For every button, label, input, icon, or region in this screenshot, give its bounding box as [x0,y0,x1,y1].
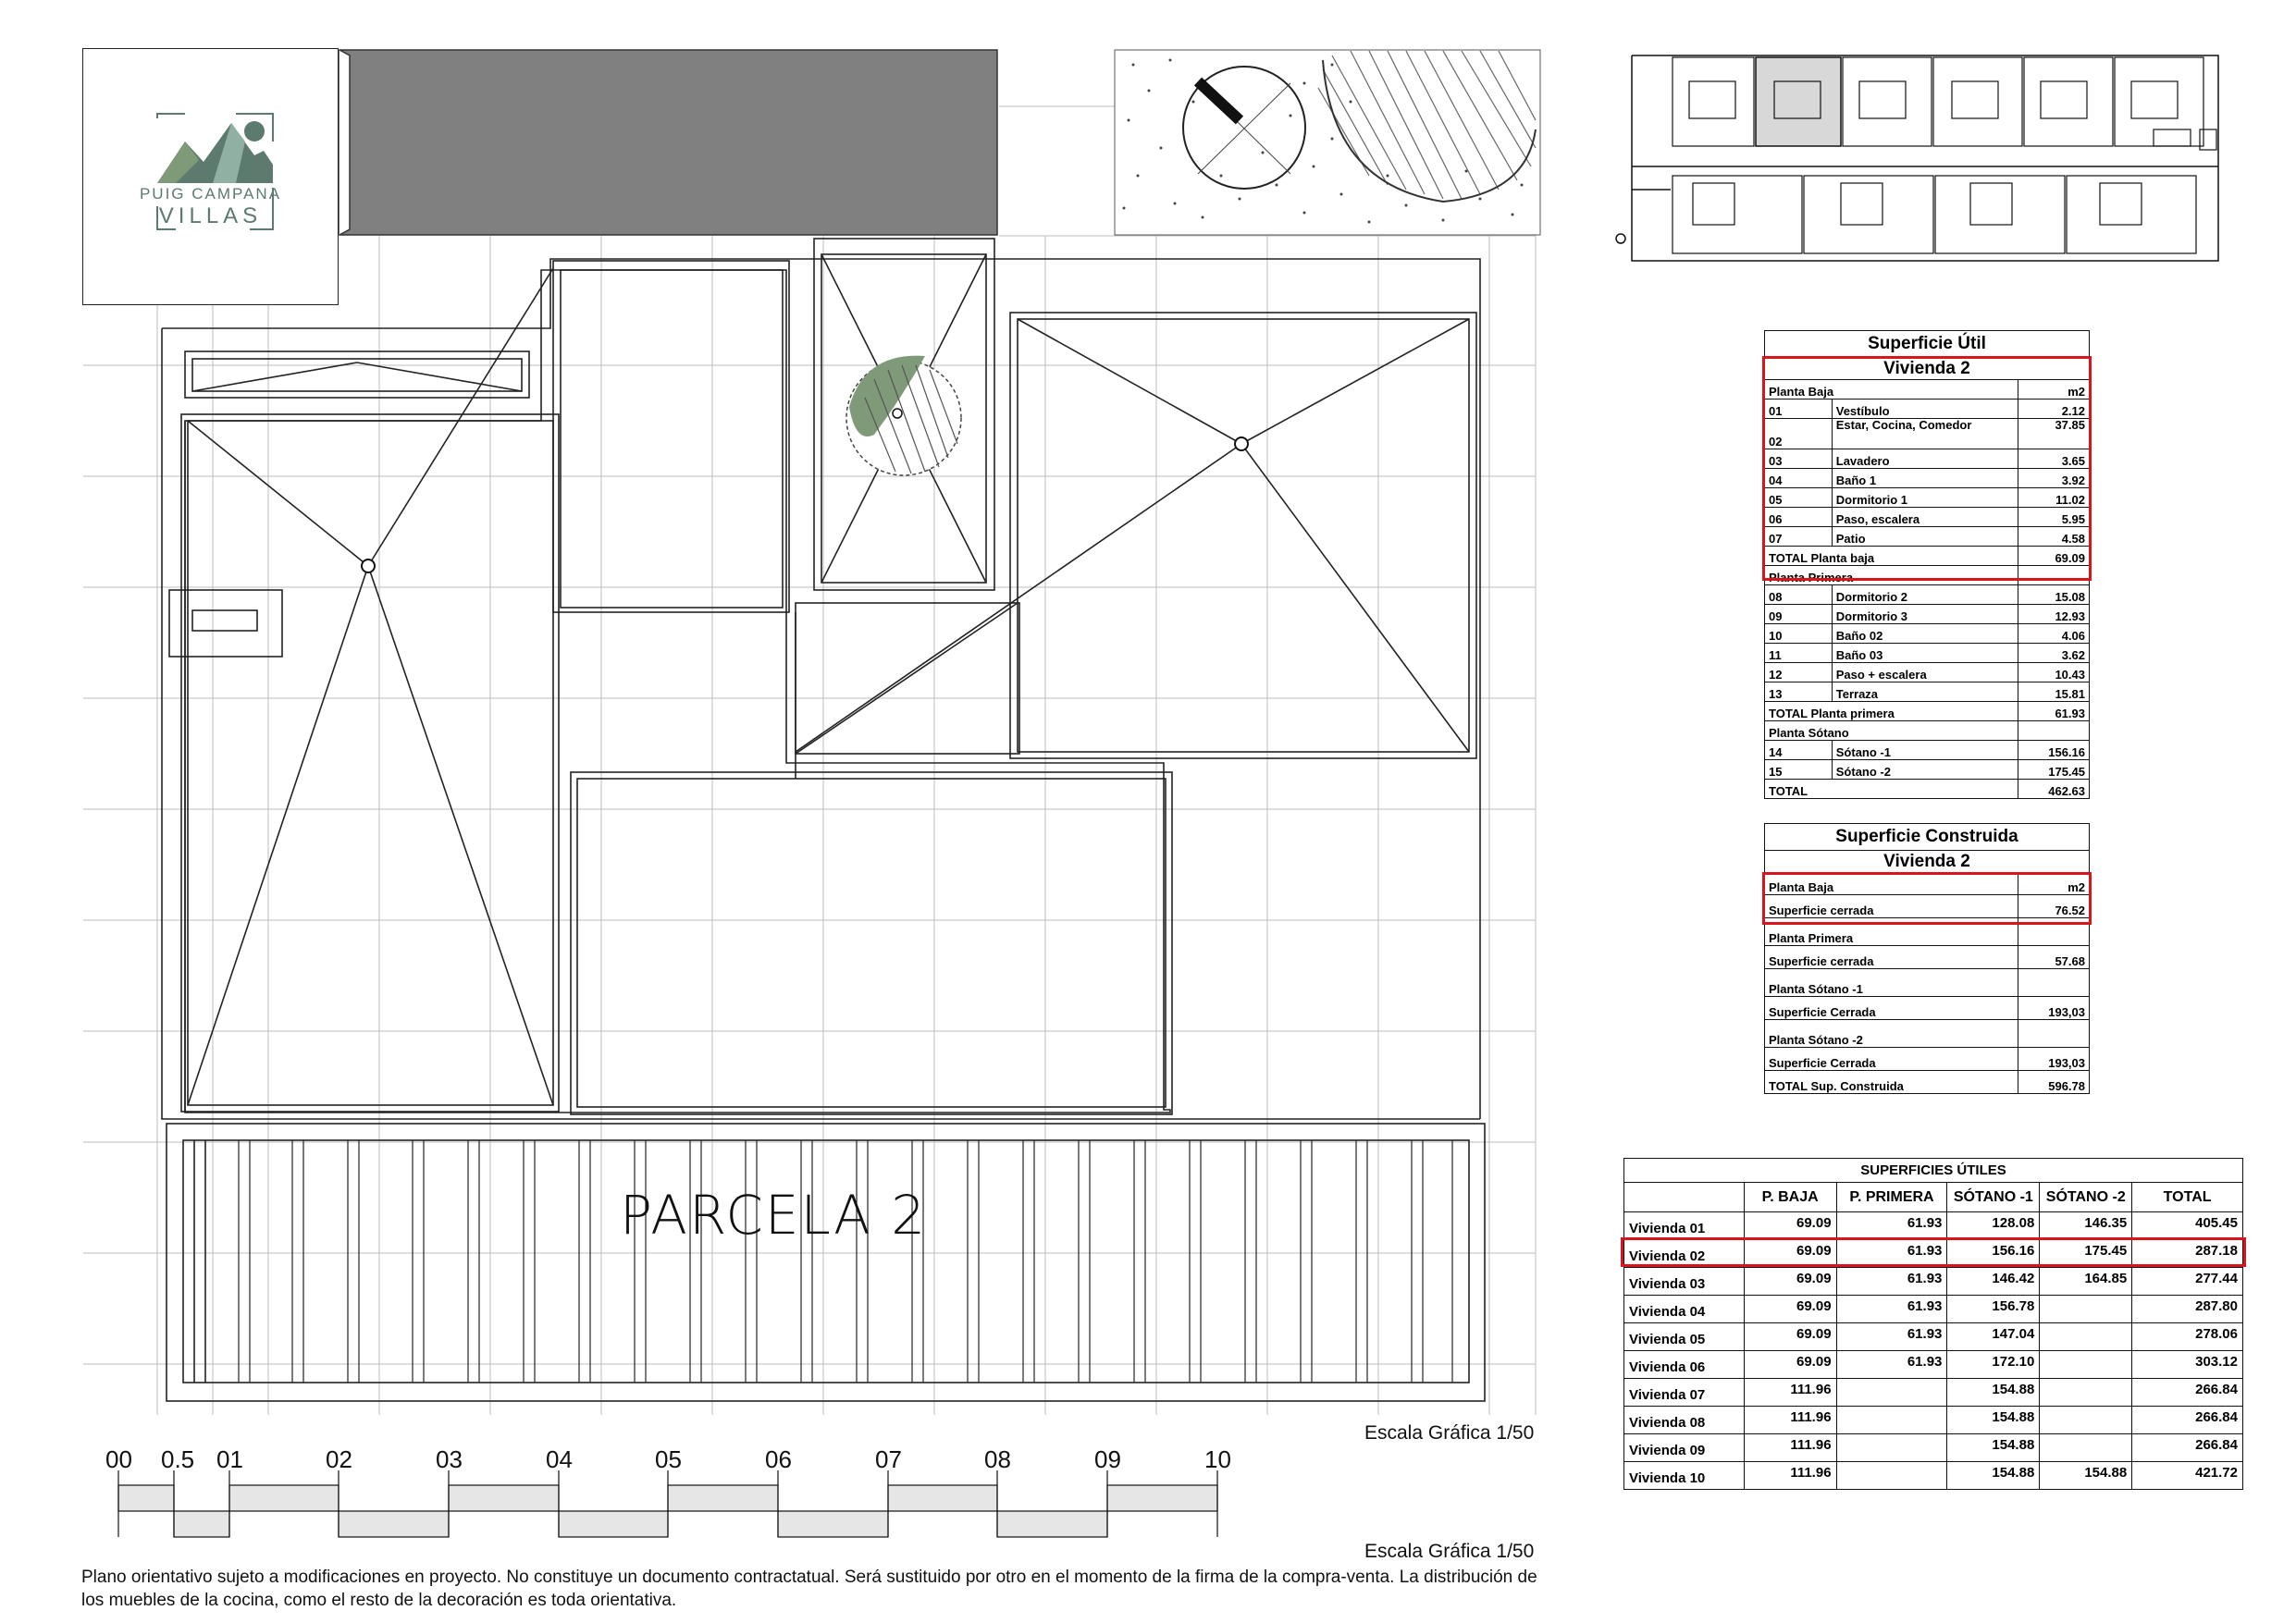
mountain-logo-icon [83,49,339,306]
room-area: 3.62 [2018,644,2090,663]
area-value [1836,1379,1947,1407]
pergola-slats [239,1140,1452,1383]
empty-cell [2018,1020,2090,1048]
vivienda-row [1624,1323,2243,1351]
room-area: 175.45 [2018,760,2090,780]
area-value: 287.80 [2132,1296,2243,1323]
brand-name-top: PUIG CAMPANA [139,185,282,203]
total-label: TOTAL Planta baja [1765,547,2018,566]
vivienda-name: Vivienda 07 [1624,1379,1745,1407]
total-value: 61.93 [2018,702,2090,721]
area-label: Superficie Cerrada [1765,997,2018,1020]
room-area: 11.02 [2018,488,2090,508]
area-value: 111.96 [1744,1462,1836,1490]
area-row [1765,1048,2090,1071]
room-code: 01 [1765,400,1833,419]
summary-title: SUPERFICIES ÚTILES [1624,1159,2243,1183]
room-row [1765,760,2090,780]
room-area: 15.81 [2018,682,2090,702]
vivienda-name: Vivienda 04 [1624,1296,1745,1323]
area-value: 146.35 [2040,1212,2132,1240]
scale-tick-label: 02 [326,1445,352,1473]
empty-header [1624,1183,1745,1212]
room-name: Baño 1 [1832,469,2018,488]
area-value: 154.88 [1947,1462,2040,1490]
area-value: 61.93 [1836,1323,1947,1351]
room-name: Dormitorio 3 [1832,605,2018,624]
room-code: 15 [1765,760,1833,780]
area-value: 266.84 [2132,1434,2243,1462]
area-value: 303.12 [2132,1351,2243,1379]
vivienda-name: Vivienda 02 [1624,1240,1745,1268]
area-value: 69.09 [1744,1240,1836,1268]
superficies-utiles-summary-table [1623,1158,2243,1490]
table-title: Superficie Construida [1765,824,2090,851]
area-value: 266.84 [2132,1379,2243,1407]
empty-cell [2018,721,2090,741]
section-label: Planta Sótano [1765,721,2018,741]
scale-tick-label: 04 [546,1445,573,1473]
vivienda-row [1624,1462,2243,1490]
section-label: Planta Sótano -2 [1765,1020,2018,1048]
vivienda-row [1624,1212,2243,1240]
total-value: 69.09 [2018,547,2090,566]
area-value [2040,1351,2132,1379]
key-plan [1616,55,2218,261]
room-area: 10.43 [2018,663,2090,682]
scale-tick-label: 01 [216,1445,243,1473]
highlight-superficie-cerrada [1762,872,2092,925]
area-value: 111.96 [1744,1407,1836,1434]
empty-cell [2018,969,2090,997]
apex-marker [1235,437,1248,450]
room-row [1765,741,2090,760]
highlight-vivienda2-planta-baja [1762,356,2092,581]
vivienda-name: Vivienda 08 [1624,1407,1745,1434]
area-label: Superficie cerrada [1765,946,2018,969]
vivienda-row [1624,1407,2243,1434]
area-value: 277.44 [2132,1268,2243,1296]
room-code: 08 [1765,585,1833,605]
room-code: 03 [1765,449,1833,469]
scale-tick-label: 00 [105,1445,132,1473]
room-area: 4.58 [2018,527,2090,547]
table-subtitle: Vivienda 2 [1765,851,2090,873]
room-name: Sótano -1 [1832,741,2018,760]
area-value: 61.93 [1836,1268,1947,1296]
room-area: 3.65 [2018,449,2090,469]
scale-label-top: Escala Gráfica 1/50 [1364,1422,1535,1444]
room-row [1765,605,2090,624]
vivienda-row [1624,1268,2243,1296]
area-value: 421.72 [2132,1462,2243,1490]
area-value: 146.42 [1947,1268,2040,1296]
unit-label: m2 [2018,873,2090,895]
apex-marker [362,559,375,572]
room-code: 05 [1765,488,1833,508]
total-row [1765,1071,2090,1094]
vivienda-row [1624,1351,2243,1379]
area-value: 111.96 [1744,1434,1836,1462]
vivienda-name: Vivienda 03 [1624,1268,1745,1296]
room-area: 5.95 [2018,508,2090,527]
room-code: 02 [1765,419,1833,449]
area-value: 147.04 [1947,1323,2040,1351]
room-area: 2.12 [2018,400,2090,419]
scale-tick-label: 07 [875,1445,902,1473]
room-code: 14 [1765,741,1833,760]
section-label: Planta Sótano -1 [1765,969,2018,997]
area-value [2040,1407,2132,1434]
room-code: 11 [1765,644,1833,663]
section-label: Planta Baja [1765,873,2018,895]
area-value [2040,1379,2132,1407]
area-value: 164.85 [2040,1268,2132,1296]
area-value: 405.45 [2132,1212,2243,1240]
vivienda-row [1624,1434,2243,1462]
vivienda-name: Vivienda 10 [1624,1462,1745,1490]
room-area: 4.06 [2018,624,2090,644]
area-value [2040,1296,2132,1323]
area-value: 266.84 [2132,1407,2243,1434]
room-code: 12 [1765,663,1833,682]
total-row [1765,702,2090,721]
total-value: 462.63 [2018,780,2090,799]
area-value: 61.93 [1836,1296,1947,1323]
room-area: 156.16 [2018,741,2090,760]
room-code: 04 [1765,469,1833,488]
room-row [1765,663,2090,682]
total-value: 596.78 [2018,1071,2090,1094]
vivienda-row [1624,1296,2243,1323]
room-name: Dormitorio 1 [1832,488,2018,508]
area-value: 69.09 [1744,1212,1836,1240]
area-value: 156.78 [1947,1296,2040,1323]
area-row [1765,997,2090,1020]
area-value: 193,03 [2018,1048,2090,1071]
area-value: 278.06 [2132,1323,2243,1351]
scale-label-bottom: Escala Gráfica 1/50 [1364,1541,1535,1562]
area-value: 154.88 [1947,1407,2040,1434]
area-value: 154.88 [1947,1379,2040,1407]
room-name: Paso, escalera [1832,508,2018,527]
area-value: 61.93 [1836,1212,1947,1240]
area-value: 61.93 [1836,1240,1947,1268]
scale-tick-label: 08 [984,1445,1011,1473]
disclaimer-note: Plano orientativo sujeto a modificaciones en proyecto. No constituye un documento contractatual. Será sustituido por otro en el momento de la firma de la compra-venta. La distribución de los muebles de la cocina, como el resto de la decoración es toda orientativa. [81,1568,1537,1610]
room-row [1765,682,2090,702]
area-value [2040,1323,2132,1351]
area-label: Superficie Cerrada [1765,1048,2018,1071]
room-name: Lavadero [1832,449,2018,469]
section-label: Planta Primera [1765,918,2018,946]
area-value: 69.09 [1744,1351,1836,1379]
column-header: P. BAJA [1744,1183,1836,1212]
neighbour-roof [339,50,997,235]
vivienda-name: Vivienda 05 [1624,1323,1745,1351]
section-label: Planta Primera [1765,566,2018,585]
area-value: 287.18 [2132,1240,2243,1268]
column-header: SÓTANO -1 [1947,1183,2040,1212]
area-value: 154.88 [1947,1434,2040,1462]
total-label: TOTAL Planta primera [1765,702,2018,721]
area-value: 57.68 [2018,946,2090,969]
unit-label: m2 [2018,380,2090,400]
area-value [1836,1434,1947,1462]
room-row [1765,624,2090,644]
area-value: 111.96 [1744,1379,1836,1407]
vivienda-name: Vivienda 01 [1624,1212,1745,1240]
room-name: Baño 03 [1832,644,2018,663]
scale-tick-label: 06 [765,1445,792,1473]
vivienda-name: Vivienda 09 [1624,1434,1745,1462]
room-name: Patio [1832,527,2018,547]
area-label: Superficie cerrada [1765,895,2018,918]
room-name: Sótano -2 [1832,760,2018,780]
area-value [1836,1407,1947,1434]
room-area: 12.93 [2018,605,2090,624]
logo-box [82,48,339,305]
room-row [1765,644,2090,663]
scale-tick-label: 0.5 [161,1445,195,1473]
total-label: TOTAL [1765,780,2018,799]
room-name: Vestíbulo [1832,400,2018,419]
room-name: Estar, Cocina, Comedor [1832,419,2018,449]
area-value: 154.88 [2040,1462,2132,1490]
area-value: 172.10 [1947,1351,2040,1379]
area-value: 128.08 [1947,1212,2040,1240]
section-label: Planta Baja [1765,380,2018,400]
room-area: 3.92 [2018,469,2090,488]
vivienda-row [1624,1379,2243,1407]
area-value: 193,03 [2018,997,2090,1020]
superficie-construida-table [1764,823,2090,1094]
scale-tick-label: 10 [1204,1445,1231,1473]
room-area: 15.08 [2018,585,2090,605]
room-code: 09 [1765,605,1833,624]
area-value: 76.52 [2018,895,2090,918]
parcel-label: PARCELA 2 [620,1184,928,1247]
room-code: 06 [1765,508,1833,527]
highlight-vivienda-02-row [1621,1237,2246,1267]
room-row [1765,585,2090,605]
room-code: 13 [1765,682,1833,702]
brand-name-bottom: VILLAS [158,203,263,228]
total-label: TOTAL Sup. Construida [1765,1071,2018,1094]
room-name: Dormitorio 2 [1832,585,2018,605]
area-value [2040,1434,2132,1462]
scale-tick-label: 03 [436,1445,463,1473]
room-code: 07 [1765,527,1833,547]
table-subtitle: Vivienda 2 [1765,358,2090,380]
room-name: Terraza [1832,682,2018,702]
scale-tick-label: 05 [655,1445,682,1473]
area-value: 61.93 [1836,1351,1947,1379]
column-header: P. PRIMERA [1836,1183,1947,1212]
room-name: Baño 02 [1832,624,2018,644]
area-row [1765,946,2090,969]
area-value [1836,1462,1947,1490]
scale-tick-label: 09 [1094,1445,1121,1473]
column-header: SÓTANO -2 [2040,1183,2132,1212]
area-value: 69.09 [1744,1296,1836,1323]
atrium-tree [846,356,961,475]
area-value: 69.09 [1744,1323,1836,1351]
scale-bar [118,1470,1217,1537]
vivienda-name: Vivienda 06 [1624,1351,1745,1379]
room-code: 10 [1765,624,1833,644]
area-value: 69.09 [1744,1268,1836,1296]
room-area: 37.85 [2018,419,2090,449]
total-row [1765,780,2090,799]
table-title: Superficie Útil [1765,331,2090,358]
area-value: 175.45 [2040,1240,2132,1268]
room-name: Paso + escalera [1832,663,2018,682]
area-value: 156.16 [1947,1240,2040,1268]
column-header: TOTAL [2132,1183,2243,1212]
